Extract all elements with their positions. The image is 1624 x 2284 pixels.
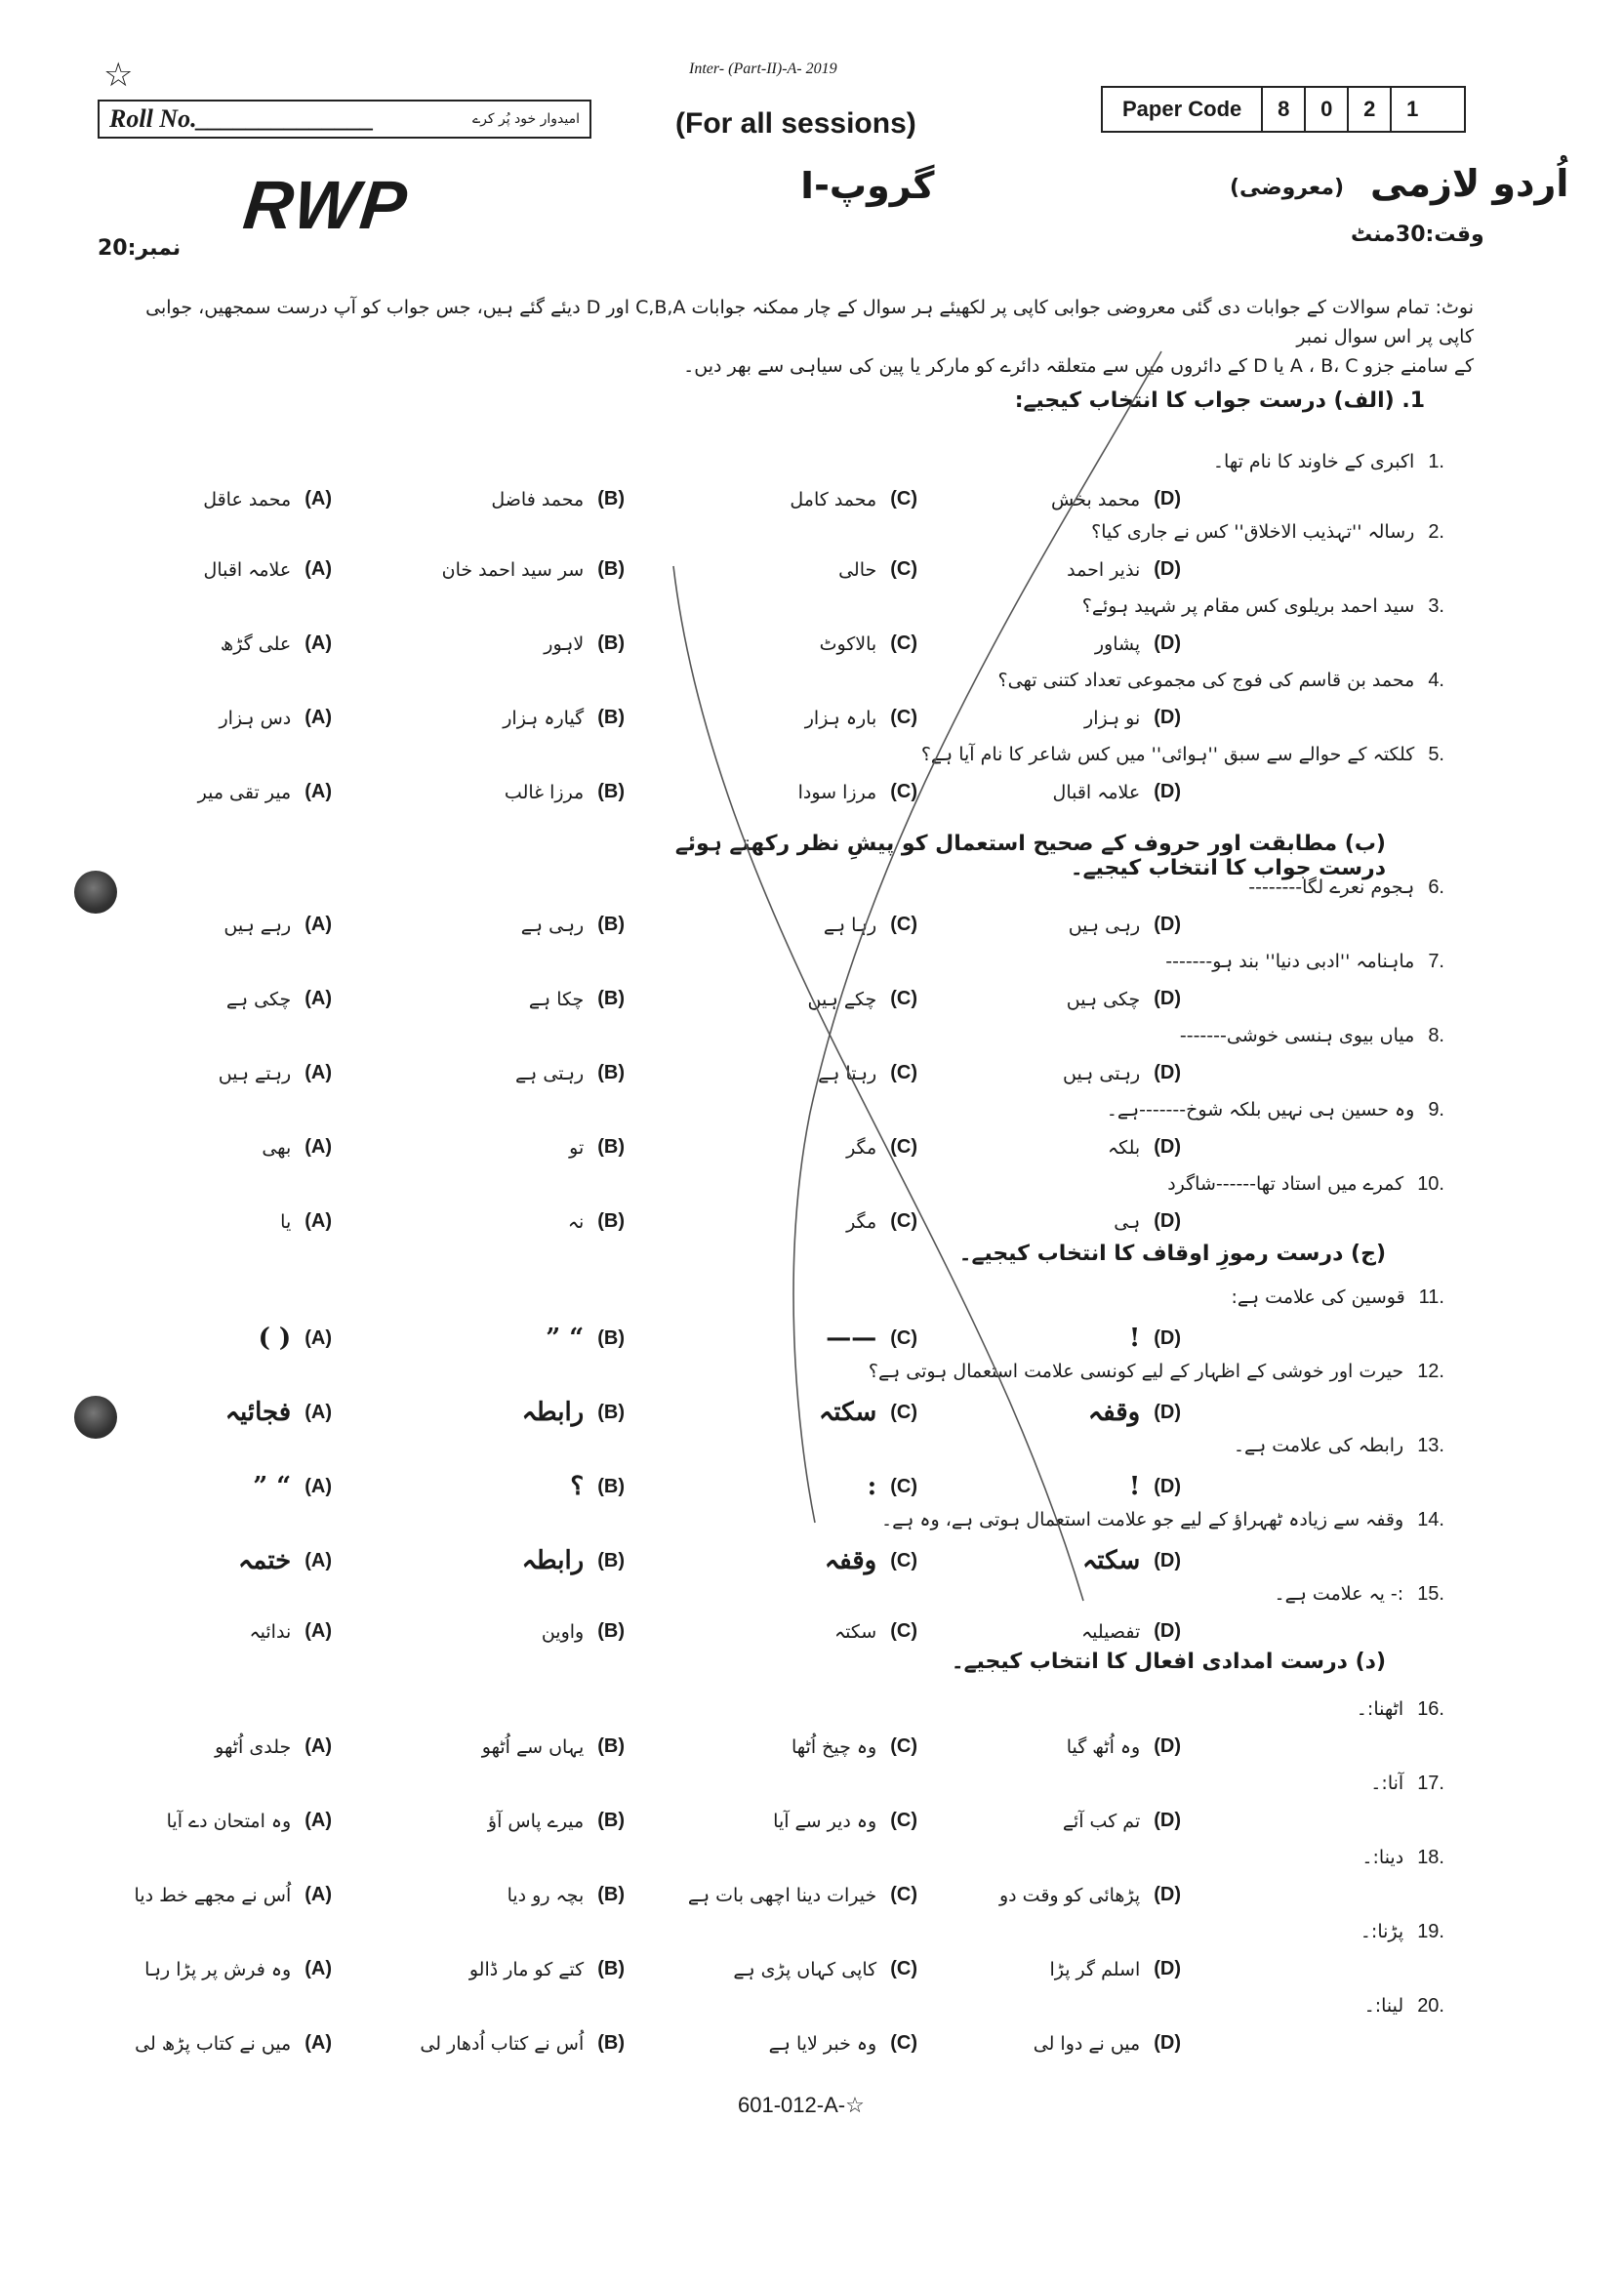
paper-code-digit: 0	[1306, 88, 1349, 131]
question-statement: میاں بیوی ہنسی خوشی-------	[1179, 1025, 1415, 1046]
option-letter: (D)	[1154, 1326, 1181, 1349]
option-text: اُس نے کتاب اُدھار لی	[420, 2032, 585, 2055]
option-text: علامہ اقبال	[1052, 781, 1141, 803]
option-text: وہ امتحان دے آیا	[166, 1810, 292, 1832]
sessions-label: (For all sessions)	[675, 107, 916, 140]
option-text: پشاور	[1094, 632, 1141, 655]
pen-stroke	[793, 351, 1161, 1523]
option-letter: (D)	[1154, 488, 1181, 510]
star-mark: ☆	[103, 56, 134, 95]
subject-type: (معروضی)	[1230, 176, 1345, 200]
option-letter: (B)	[597, 1136, 625, 1158]
option-letter: (C)	[890, 632, 917, 654]
question-number: 20.	[1417, 1995, 1444, 2017]
option-letter: (A)	[304, 1475, 332, 1497]
option-letter: (A)	[304, 1884, 332, 1905]
option-letter: (D)	[1154, 1884, 1181, 1905]
question-statement: وقفہ سے زیادہ ٹھہراؤ کے لیے جو علامت استعمال ہوتی ہے، وہ ہے۔	[880, 1509, 1404, 1530]
option-text: ( )	[258, 1324, 292, 1353]
section-jeem-heading: (ج) درست رموزِ اوقاف کا انتخاب کیجیے۔	[958, 1242, 1386, 1266]
option-text: نو ہزار	[1084, 707, 1141, 729]
option-text: تو	[569, 1136, 585, 1159]
option-letter: (C)	[890, 1062, 917, 1083]
option-text: میرے پاس آؤ	[487, 1810, 585, 1832]
option-letter: (A)	[304, 914, 332, 935]
option-text: سکتہ	[1082, 1546, 1141, 1575]
question-number: 2.	[1428, 521, 1444, 543]
option-letter: (C)	[890, 1136, 917, 1158]
option-letter: (C)	[890, 1326, 917, 1349]
option-letter: (A)	[304, 1210, 332, 1232]
question-statement: محمد بن قاسم کی فوج کی مجموعی تعداد کتنی تھی؟	[997, 670, 1415, 691]
option-text: کاپی کہاں پڑی ہے	[733, 1958, 877, 1980]
option-letter: (B)	[597, 1401, 625, 1423]
question-number: 3.	[1428, 595, 1444, 617]
option-text: بارہ ہزار	[804, 707, 877, 729]
option-letter: (C)	[890, 1958, 917, 1979]
option-text: وہ خبر لایا ہے	[768, 2032, 877, 2055]
option-letter: (D)	[1154, 558, 1181, 580]
question-number: 1.	[1428, 451, 1444, 472]
option-letter: (C)	[890, 2032, 917, 2054]
option-text: سکتہ	[833, 1620, 877, 1643]
option-letter: (D)	[1154, 1136, 1181, 1158]
option-letter: (A)	[304, 1326, 332, 1349]
option-letter: (D)	[1154, 1549, 1181, 1571]
option-text: محمد عاقل	[203, 488, 292, 510]
paper-code-label: Paper Code	[1103, 88, 1263, 131]
marks-label: نمبر:20	[98, 236, 182, 261]
option-text: :	[867, 1472, 877, 1501]
option-text: !	[1128, 1472, 1141, 1501]
option-text: وہ چیخ اُٹھا	[791, 1735, 877, 1758]
option-text: “ ”	[253, 1472, 292, 1501]
option-text: اُس نے مجھے خط دیا	[134, 1884, 292, 1906]
option-letter: (B)	[597, 781, 625, 802]
footer-code: 601-012-A-☆	[738, 2093, 865, 2117]
option-text: جلدی اُٹھو	[215, 1735, 292, 1758]
option-letter: (A)	[304, 2032, 332, 2054]
question-statement: دینا:۔	[1361, 1847, 1404, 1868]
option-letter: (D)	[1154, 1735, 1181, 1757]
option-letter: (D)	[1154, 1062, 1181, 1083]
question-number: 12.	[1417, 1361, 1444, 1382]
question-number: 18.	[1417, 1847, 1444, 1868]
option-letter: (B)	[597, 707, 625, 728]
option-text: علامہ اقبال	[203, 558, 292, 581]
option-text: مرزا غالب	[504, 781, 585, 803]
option-letter: (A)	[304, 488, 332, 510]
option-text: نذیر احمد	[1067, 558, 1141, 581]
option-letter: (D)	[1154, 1401, 1181, 1423]
option-text: بلکہ	[1108, 1136, 1141, 1159]
option-text: رہا ہے	[823, 914, 877, 936]
question-number: 16.	[1417, 1698, 1444, 1720]
question-statement: ہجوم نعرے لگا--------	[1248, 877, 1415, 898]
question-statement: کلکتہ کے حوالے سے سبق ''ہوائی'' میں کس شاعر کا نام آیا ہے؟	[920, 744, 1415, 765]
option-text: ہی	[1114, 1210, 1141, 1233]
option-letter: (B)	[597, 914, 625, 935]
option-letter: (D)	[1154, 988, 1181, 1009]
subject-title: اُردو لازمی	[1370, 162, 1569, 205]
roll-number-label: Roll No.______________	[109, 104, 375, 133]
question-number: 11.	[1418, 1286, 1444, 1308]
option-text: فجائیہ	[224, 1398, 292, 1427]
question-number: 4.	[1428, 670, 1444, 691]
option-text: رہتی ہے	[515, 1062, 585, 1084]
question-statement: رابطہ کی علامت ہے۔	[1233, 1435, 1404, 1456]
question-statement: لینا:۔	[1363, 1995, 1404, 2017]
note-line-1: نوٹ: تمام سوالات کے جوابات دی گئی معروضی جوابی کاپی پر لکھیئے ہر سوال کے چار ممکنہ جوابات C,B,A اور D دیئے گئے ہیں، جس جواب کو آپ درست سمجھیں، جوابی کاپی پر اس سوال نمبر	[145, 297, 1474, 347]
option-text: رہی ہیں	[1068, 914, 1141, 936]
question-number: 19.	[1417, 1921, 1444, 1942]
option-text: بچہ رو دیا	[507, 1884, 585, 1906]
option-letter: (D)	[1154, 1810, 1181, 1831]
option-letter: (A)	[304, 1958, 332, 1979]
option-letter: (C)	[890, 1475, 917, 1497]
option-text: رابطہ	[521, 1546, 585, 1575]
option-text: یا	[280, 1210, 292, 1233]
option-letter: (B)	[597, 1735, 625, 1757]
option-letter: (A)	[304, 1735, 332, 1757]
option-text: رہے ہیں	[223, 914, 292, 936]
option-text: نہ	[567, 1210, 585, 1233]
section-bay-heading: (ب) مطابقت اور حروف کے صحیح استعمال کو پیشِ نظر رکھتے ہوئے درست جواب کا انتخاب کیجیے۔	[674, 832, 1386, 880]
question-number: 15.	[1417, 1583, 1444, 1605]
option-letter: (A)	[304, 1062, 332, 1083]
option-letter: (C)	[890, 488, 917, 510]
option-text: تم کب آئے	[1062, 1810, 1141, 1832]
option-text: میر تقی میر	[197, 781, 292, 803]
option-text: حالی	[838, 558, 877, 581]
time-label: وقت:30منٹ	[1351, 223, 1484, 247]
option-text: اسلم گر پڑا	[1049, 1958, 1141, 1980]
option-text: مگر	[846, 1210, 877, 1233]
option-text: وہ اُٹھ گیا	[1066, 1735, 1141, 1758]
question-statement: حیرت اور خوشی کے اظہار کے لیے کونسی علامت استعمال ہوتی ہے؟	[868, 1361, 1404, 1382]
option-text: ندائیہ	[249, 1620, 292, 1643]
paper-code-digit: 2	[1349, 88, 1392, 131]
option-text: کتے کو مار ڈالو	[468, 1958, 585, 1980]
question-statement: اٹھنا:۔	[1356, 1698, 1404, 1720]
option-text: محمد کامل	[790, 488, 877, 510]
option-text: واوین	[541, 1620, 585, 1643]
option-letter: (A)	[304, 632, 332, 654]
option-letter: (C)	[890, 558, 917, 580]
question-number: 9.	[1428, 1099, 1444, 1121]
option-letter: (D)	[1154, 632, 1181, 654]
option-letter: (B)	[597, 1884, 625, 1905]
pen-stroke	[673, 566, 1083, 1601]
option-letter: (C)	[890, 1549, 917, 1571]
option-letter: (C)	[890, 1210, 917, 1232]
option-text: میں نے دوا لی	[1033, 2032, 1141, 2055]
option-text: دس ہزار	[219, 707, 292, 729]
option-letter: (A)	[304, 1549, 332, 1571]
question-statement: سید احمد بریلوی کس مقام پر شہید ہوئے؟	[1081, 595, 1415, 617]
option-letter: (A)	[304, 1810, 332, 1831]
rwp-stamp: RWP	[239, 167, 413, 243]
question-number: 14.	[1417, 1509, 1444, 1530]
option-text: چکی ہے	[225, 988, 292, 1010]
option-text: ——	[826, 1324, 877, 1353]
option-letter: (A)	[304, 781, 332, 802]
exam-line: Inter- (Part-II)-A- 2019	[689, 61, 837, 77]
option-letter: (B)	[597, 1549, 625, 1571]
option-letter: (C)	[890, 1401, 917, 1423]
question-statement: اکبری کے خاوند کا نام تھا۔	[1212, 451, 1415, 472]
option-letter: (A)	[304, 1136, 332, 1158]
option-letter: (A)	[304, 558, 332, 580]
option-text: یہاں سے اُٹھو	[481, 1735, 585, 1758]
question-statement: پڑنا:۔	[1360, 1921, 1404, 1942]
section-alif-heading: 1. (الف) درست جواب کا انتخاب کیجیے:	[1014, 388, 1425, 413]
option-text: بالاکوٹ	[819, 632, 877, 655]
option-text: !	[1128, 1324, 1141, 1353]
option-letter: (C)	[890, 988, 917, 1009]
option-letter: (B)	[597, 1810, 625, 1831]
option-text: پڑھائی کو وقت دو	[998, 1884, 1141, 1906]
option-text: ختمہ	[238, 1546, 292, 1575]
option-text: ؟	[570, 1472, 585, 1501]
option-text: علی گڑھ	[220, 632, 292, 655]
option-letter: (A)	[304, 707, 332, 728]
option-letter: (D)	[1154, 1210, 1181, 1232]
option-letter: (A)	[304, 988, 332, 1009]
option-letter: (B)	[597, 488, 625, 510]
option-letter: (C)	[890, 1620, 917, 1642]
section-daal-heading: (د) درست امدادی افعال کا انتخاب کیجیے۔	[951, 1650, 1386, 1674]
option-text: محمد فاضل	[491, 488, 585, 510]
roll-number-urdu: امیدوار خود پُر کرے	[471, 111, 580, 127]
option-text: سکتہ	[819, 1398, 877, 1427]
option-text: بھی	[262, 1136, 292, 1159]
option-text: رابطہ	[521, 1398, 585, 1427]
option-text: مرزا سودا	[797, 781, 877, 803]
option-letter: (B)	[597, 988, 625, 1009]
option-letter: (B)	[597, 1958, 625, 1979]
option-text: تفصیلیہ	[1080, 1620, 1141, 1643]
option-text: رہی ہے	[520, 914, 585, 936]
option-text: خیرات دینا اچھی بات ہے	[687, 1884, 877, 1906]
question-statement: رسالہ ''تہذیب الاخلاق'' کس نے جاری کیا؟	[1091, 521, 1415, 543]
option-text: رہتا ہے	[818, 1062, 877, 1084]
option-text: رہتے ہیں	[218, 1062, 292, 1084]
question-number: 17.	[1417, 1773, 1444, 1794]
question-number: 8.	[1428, 1025, 1444, 1046]
question-statement: وہ حسین ہی نہیں بلکہ شوخ-------ہے۔	[1106, 1099, 1415, 1121]
option-letter: (A)	[304, 1620, 332, 1642]
question-statement: آنا:۔	[1370, 1773, 1404, 1794]
option-text: وہ دیر سے آیا	[773, 1810, 877, 1832]
option-letter: (C)	[890, 1884, 917, 1905]
option-letter: (D)	[1154, 1620, 1181, 1642]
option-letter: (B)	[597, 558, 625, 580]
option-text: میں نے کتاب پڑھ لی	[135, 2032, 292, 2055]
option-letter: (D)	[1154, 2032, 1181, 2054]
question-number: 7.	[1428, 951, 1444, 972]
option-text: گیارہ ہزار	[503, 707, 585, 729]
paper-code-digit: 8	[1263, 88, 1306, 131]
option-text: رہتی ہیں	[1062, 1062, 1141, 1084]
option-text: چکی ہیں	[1066, 988, 1141, 1010]
option-letter: (A)	[304, 1401, 332, 1423]
option-letter: (B)	[597, 1062, 625, 1083]
option-letter: (B)	[597, 632, 625, 654]
question-number: 6.	[1428, 877, 1444, 898]
option-letter: (D)	[1154, 1958, 1181, 1979]
option-text: وقفہ	[1087, 1398, 1141, 1427]
option-text: محمد بخش	[1051, 488, 1141, 510]
question-statement: قوسین کی علامت ہے:	[1231, 1286, 1405, 1308]
question-number: 13.	[1417, 1435, 1444, 1456]
group-label: گروپ-I	[800, 164, 935, 207]
option-text: “ ”	[546, 1324, 585, 1353]
option-letter: (C)	[890, 1810, 917, 1831]
option-text: لاہور	[544, 632, 585, 655]
option-letter: (B)	[597, 2032, 625, 2054]
question-statement: کمرے میں استاد تھا------شاگرد	[1167, 1173, 1404, 1195]
option-letter: (C)	[890, 1735, 917, 1757]
option-letter: (D)	[1154, 914, 1181, 935]
option-letter: (C)	[890, 914, 917, 935]
note-line-2: کے سامنے جزو A ، B، C یا D کے دائروں میں سے متعلقہ دائرے کو مارکر یا پین کی سیاہی سے بھر دیں۔	[683, 355, 1474, 377]
option-letter: (B)	[597, 1620, 625, 1642]
paper-code-digit: 1	[1406, 97, 1419, 121]
option-letter: (D)	[1154, 1475, 1181, 1497]
option-letter: (B)	[597, 1210, 625, 1232]
option-letter: (D)	[1154, 781, 1181, 802]
option-letter: (C)	[890, 781, 917, 802]
option-letter: (D)	[1154, 707, 1181, 728]
question-number: 10.	[1417, 1173, 1444, 1195]
option-text: چکے ہیں	[807, 988, 877, 1010]
question-statement: :- یہ علامت ہے۔	[1274, 1583, 1404, 1605]
option-text: وہ فرش پر پڑا رہا	[144, 1958, 292, 1980]
option-letter: (B)	[597, 1475, 625, 1497]
option-letter: (B)	[597, 1326, 625, 1349]
option-letter: (C)	[890, 707, 917, 728]
question-statement: ماہنامہ ''ادبی دنیا'' بند ہو-------	[1165, 951, 1415, 972]
option-text: وقفہ	[824, 1546, 877, 1575]
option-text: سر سید احمد خان	[441, 558, 585, 581]
question-number: 5.	[1428, 744, 1444, 765]
option-text: مگر	[846, 1136, 877, 1159]
option-text: چکا ہے	[528, 988, 585, 1010]
